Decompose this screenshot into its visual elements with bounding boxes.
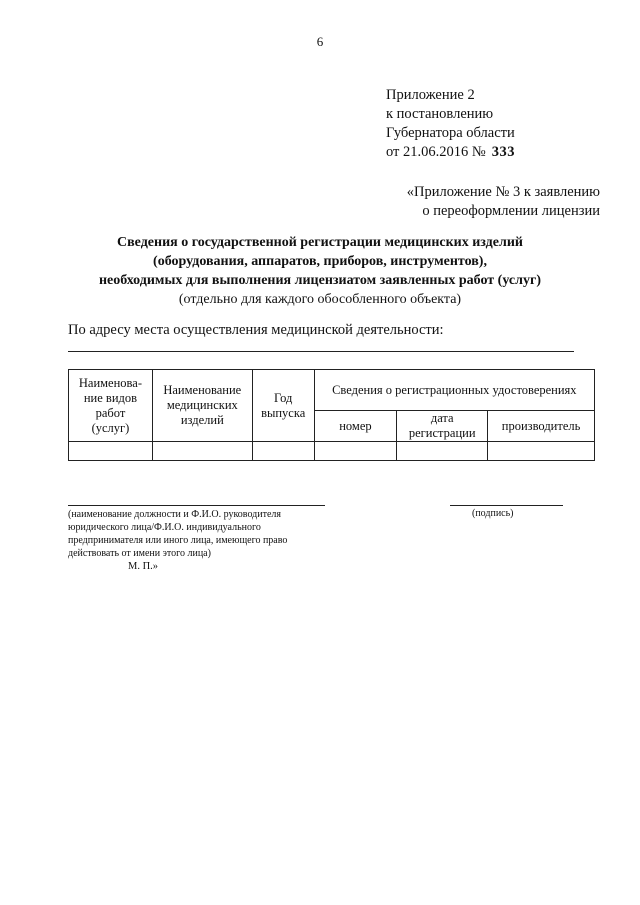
title-line-1: Сведения о государственной регистрации медицинских изделий: [117, 235, 523, 250]
appendix-date: от 21.06.2016 №: [386, 144, 486, 160]
appendix-header: [386, 86, 515, 162]
header-reg-date: дата регистрации: [397, 411, 488, 442]
reference-line-2: о переоформлении лицензии: [422, 203, 600, 219]
table-cell[interactable]: [488, 442, 595, 461]
appendix-line-2: к постановлению: [386, 106, 494, 122]
table-cell[interactable]: [69, 442, 153, 461]
signature-fill-line: [450, 505, 563, 506]
page-number: 6: [316, 34, 324, 49]
address-fill-line: [68, 351, 574, 352]
reference-block: [407, 183, 600, 221]
appendix-line-3: Губернатора области: [386, 125, 515, 141]
header-reg-number: номер: [314, 411, 397, 442]
signatory-caption: (наименование должности и Ф.И.О. руководителя юридического лица/Ф.И.О. индивидуального предпринимателя или иного лица, имеющего право действовать от имени этого лица): [68, 509, 288, 559]
table-cell[interactable]: [152, 442, 252, 461]
title-subtitle: (отдельно для каждого обособленного объекта): [178, 292, 462, 307]
registration-table: [68, 369, 595, 461]
header-device-names: Наименование медицинских изделий: [152, 370, 252, 442]
document-title: [30, 233, 610, 309]
stamp-place: М. П.»: [128, 561, 159, 572]
header-manufacturer: производитель: [488, 411, 595, 442]
table-cell[interactable]: [314, 442, 397, 461]
header-registration-info: Сведения о регистрационных удостоверениях: [314, 370, 594, 411]
title-line-2: (оборудования, аппаратов, приборов, инструментов),: [153, 254, 487, 269]
title-line-3: необходимых для выполнения лицензиатом заявленных работ (услуг): [98, 273, 542, 288]
appendix-number: 333: [491, 144, 515, 160]
address-label: По адресу места осуществления медицинской деятельности:: [68, 322, 444, 338]
header-year: Год выпуска: [252, 370, 314, 442]
signature-caption: (подпись): [472, 508, 514, 519]
table-cell[interactable]: [397, 442, 488, 461]
header-work-types: Наименова- ние видов работ (услуг): [69, 370, 153, 442]
signatory-fill-line: [68, 505, 325, 506]
table-row: [69, 442, 595, 461]
appendix-line-1: Приложение 2: [386, 87, 475, 103]
appendix-line-4: [386, 143, 515, 162]
table-cell[interactable]: [252, 442, 314, 461]
reference-line-1: «Приложение № 3 к заявлению: [406, 184, 600, 200]
